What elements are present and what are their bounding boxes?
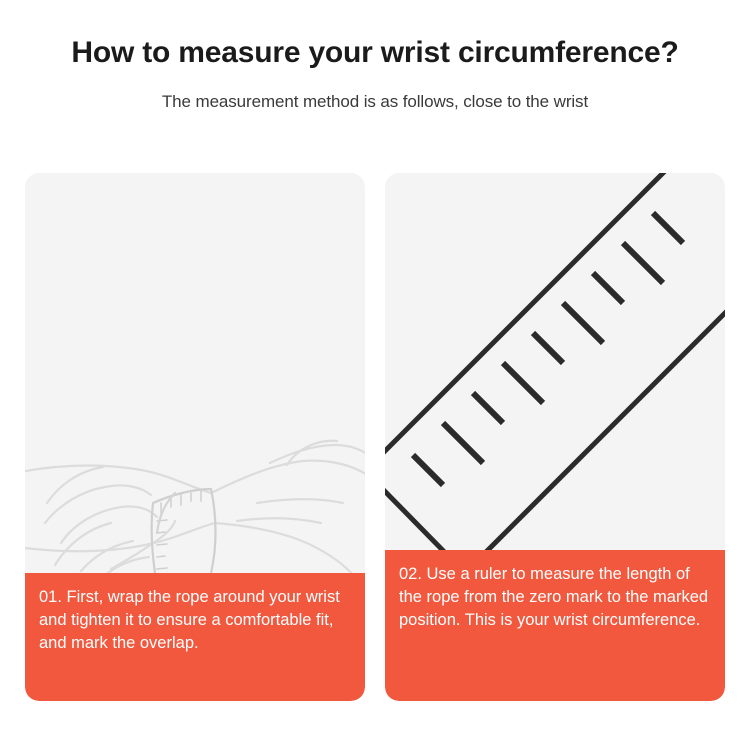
ruler-illustration <box>385 173 725 550</box>
wrist-measure-illustration <box>25 173 365 573</box>
step-card-2 <box>385 173 725 701</box>
steps-container <box>25 173 725 701</box>
page-subtitle: The measurement method is as follows, close to the wrist <box>161 92 589 111</box>
page-title: How to measure your wrist circumference? <box>71 36 679 69</box>
step-card-1 <box>25 173 365 701</box>
step-1-caption: 01. First, wrap the rope around your wrist and tighten it to ensure a comfortable fit, and mark the overlap. <box>25 573 365 701</box>
step-2-caption: 02. Use a ruler to measure the length of the rope from the zero mark to the marked position. This is your wrist circumference. <box>385 550 725 701</box>
